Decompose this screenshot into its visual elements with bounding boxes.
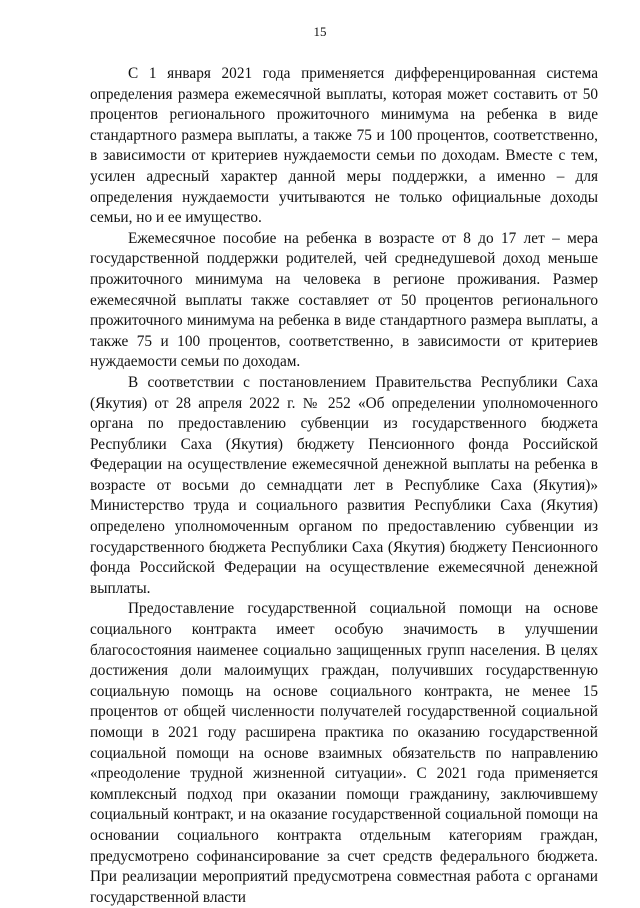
paragraph-child-allowance-8-17: Ежемесячное пособие на ребенка в возрасте от 8 до 17 лет – мера государственной поддержки родителей, чей среднедушевой доход меньше прожиточного минимума на человека в регионе проживания. Размер ежемесячной выплаты также составляет от 50 процентов регионального прожиточного минимума на ребенка в виде стандартного размера выплаты, а также 75 и 100 процентов, соответственно, в зависимости от критериев нуждаемости семьи по доходам. [90, 229, 598, 371]
page-number: 15 [313, 24, 327, 39]
paragraph-social-contract: Предоставление государственной социальной помощи на основе социального контракта имеет особую значимость в улучшении благосостояния наименее социально защищенных групп населения. В целях достижения доли малоимущих граждан, получивших государственную социальную помощь на основе социального контракта, не менее 15 процентов от общей численности получателей государственной социальной помощи в 2021 году расширена практика по оказанию государственной социальной помощи на основе взаимных обязательств по направлению «преодоление трудной жизненной ситуации». С 2021 года применяется комплексный подход при оказании помощи гражданину, заключившему социальный контракт, и на оказание государственной социальной помощи на основании социального контракта отдельным категориям граждан, предусмотрено софинансирование за счет средств федерального бюджета. При реализации мероприятий предусмотрена совместная работа с органами государственной власти [90, 600, 598, 906]
paragraph-government-resolution: В соответствии с постановлением Правительства Республики Саха (Якутия) от 28 апреля 2022 г. № 252 «Об определении уполномоченного органа по предоставлению субвенции из государственного бюджета Республики Саха (Якутия) бюджету Пенсионного фонда Российской Федерации на осуществление ежемесячной денежной выплаты на ребенка в возрасте от восьми до семнадцати лет в Республике Саха (Якутия)» Министерство труда и социального развития Республики Саха (Якутия) определено уполномоченным органом по предоставлению субвенции из государственного бюджета Республики Саха (Якутия) бюджету Пенсионного фонда Российской Федерации на осуществление ежемесячной денежной выплаты. [90, 373, 598, 597]
document-body [90, 64, 598, 908]
paragraph-monthly-payment-system: С 1 января 2021 года применяется дифференцированная система определения размера ежемесячной выплаты, которая может составить от 50 процентов регионального прожиточного минимума на ребенка в виде стандартного размера выплаты, а также 75 и 100 процентов, соответственно, в зависимости от критериев нуждаемости семьи по доходам. Вместе с тем, усилен адресный характер данной меры поддержки, а именно – для определения нуждаемости учитываются не только официальные доходы семьи, но и ее имущество. [90, 65, 598, 227]
